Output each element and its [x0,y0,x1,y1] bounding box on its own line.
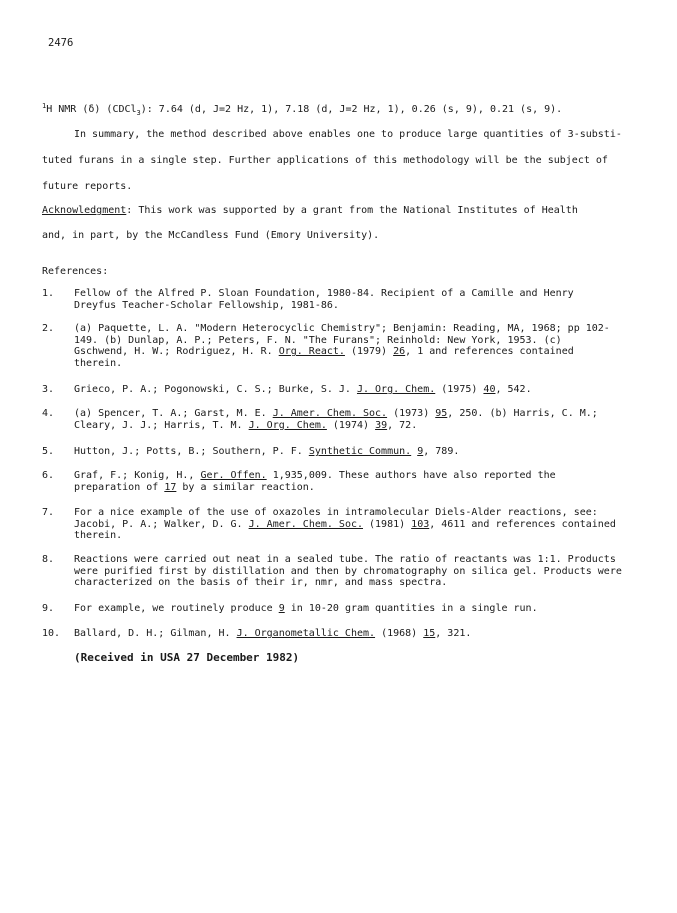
references-heading: References: [42,266,109,277]
reference-text: Graf, F.; Konig, H., Ger. Offen. 1,935,009. These authors have also reported the preparation of 17 by a similar reaction. [74,470,556,493]
reference-number: 10. [42,628,61,639]
reference-number: 7. [42,507,55,518]
reference-number: 2. [42,323,55,334]
reference-text: Reactions were carried out neat in a sealed tube. The ratio of reactants was 1:1. Products were purified first by distillation and then by chromatography on silica gel. Products were characterized on the basis of their ir, nmr, and mass spectra. [74,554,622,589]
summary-line-1: In summary, the method described above enables one to produce large quantities of 3-substi- [74,129,622,140]
nmr-suffix: ): 7.64 (d, J=2 Hz, 1), 7.18 (d, J=2 Hz, 1), 0.26 (s, 9), 0.21 (s, 9). [140,104,563,115]
acknowledgment-label: Acknowledgment [42,205,127,216]
reference-item [42,470,642,493]
reference-text: For example, we routinely produce 9 in 10-20 gram quantities in a single run. [74,603,538,614]
summary-line-3: future reports. [42,181,133,192]
reference-item [42,507,642,542]
reference-number: 5. [42,446,55,457]
reference-text: (a) Paquette, L. A. "Modern Heterocyclic Chemistry"; Benjamin: Reading, MA, 1968; pp 102- 149. (b) Dunlap, A. P.; Peters, F. N. "The Furans"; Reinhold: New York, 1953. (c) Gschwend, H. W.; Rodriguez, H. R. Org. React. (1979) 26, 1 and references contained therein. [74,323,610,369]
reference-number: 4. [42,408,55,419]
reference-text: (a) Spencer, T. A.; Garst, M. E. J. Amer. Chem. Soc. (1973) 95, 250. (b) Harris, C. M.; Cleary, J. J.; Harris, T. M. J. Org. Chem. (1974) 39, 72. [74,408,598,431]
reference-item [42,323,642,369]
nmr-prefix: H NMR (δ) (CDCl [46,104,137,115]
acknowledgment-line-2: and, in part, by the McCandless Fund (Emory University). [42,230,380,241]
reference-text: Fellow of the Alfred P. Sloan Foundation, 1980-84. Recipient of a Camille and Henry Dreyfus Teacher-Scholar Fellowship, 1981-86. [74,288,574,311]
page-number: 2476 [48,37,74,49]
reference-item [42,408,642,431]
nmr-subscript: 3 [136,109,141,117]
received-date: (Received in USA 27 December 1982) [74,651,300,664]
reference-text: For a nice example of the use of oxazoles in intramolecular Diels-Alder reactions, see: Jacobi, P. A.; Walker, D. G. J. Amer. Chem. Soc. (1981) 103, 4611 and references contained therein. [74,507,616,542]
reference-number: 8. [42,554,55,565]
reference-item [42,628,642,640]
reference-text: Grieco, P. A.; Pogonowski, C. S.; Burke, S. J. J. Org. Chem. (1975) 40, 542. [74,384,532,395]
reference-item [42,384,642,396]
acknowledgment-text: : This work was supported by a grant from the National Institutes of Health [126,205,578,216]
reference-number: 9. [42,603,55,614]
reference-text: Hutton, J.; Potts, B.; Southern, P. F. Synthetic Commun. 9, 789. [74,446,460,457]
reference-item [42,446,642,458]
summary-line-2: tuted furans in a single step. Further applications of this methodology will be the subject of [42,155,608,166]
reference-number: 1. [42,288,55,299]
reference-text: Ballard, D. H.; Gilman, H. J. Organometallic Chem. (1968) 15, 321. [74,628,472,639]
reference-item [42,288,642,311]
reference-item [42,603,642,615]
acknowledgment-line-1 [42,205,578,216]
nmr-data-line [42,104,562,115]
reference-number: 6. [42,470,55,481]
nmr-superscript: 1 [42,102,47,110]
reference-number: 3. [42,384,55,395]
reference-item [42,554,642,589]
